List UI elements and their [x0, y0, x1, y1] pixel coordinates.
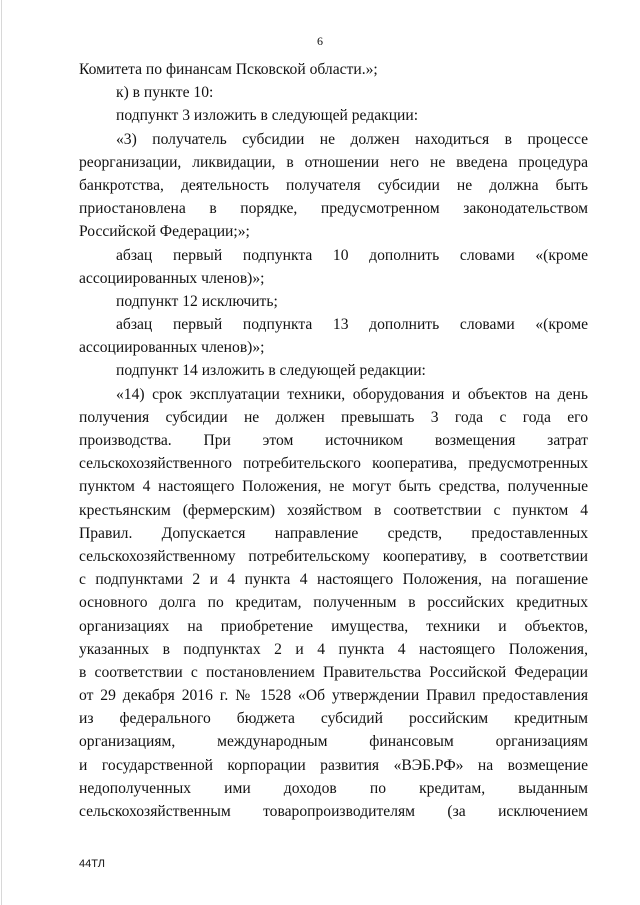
- text-line: пунктом 4 настоящего Положения, не могут быть средства, полученные: [79, 478, 588, 496]
- scan-edge-line: [1, 0, 2, 905]
- text-line: абзац первый подпункта 10 дополнить словами «(кроме: [116, 246, 588, 264]
- text-line: «14) срок эксплуатации техники, оборудования и объектов на день: [116, 385, 588, 403]
- text-line: сельскохозяйственным товаропроизводителям (за исключением: [79, 803, 588, 820]
- text-line: «3) получатель субсидии не должен находиться в процессе: [116, 130, 588, 148]
- text-line: Правил. Допускается направление средств, предоставленных: [79, 524, 588, 542]
- text-line: приостановлена в порядке, предусмотренном законодательством: [79, 200, 588, 218]
- text-line: Российской Федерации;»;: [79, 223, 250, 241]
- text-line: подпункт 12 исключить;: [116, 292, 278, 310]
- page-number: 6: [317, 34, 323, 48]
- text-line: получения субсидии не должен превышать 3 года с года его: [79, 408, 588, 426]
- text-line: и государственной корпорации развития «ВЭБ.РФ» на возмещение: [79, 756, 588, 774]
- text-line: к) в пункте 10:: [116, 84, 214, 102]
- text-line: с подпунктами 2 и 4 пункта 4 настоящего Положения, на погашение: [79, 571, 588, 589]
- text-line: организациях на приобретение имущества, техники и объектов,: [79, 617, 588, 635]
- text-line: сельскохозяйственного потребительского кооператива, предусмотренных: [79, 455, 588, 473]
- text-line: ассоциированных членов)»;: [79, 269, 265, 287]
- text-line: подпункт 14 изложить в следующей редакции:: [116, 362, 426, 380]
- text-line: основного долга по кредитам, полученным в российских кредитных: [79, 594, 588, 612]
- text-line: из федерального бюджета субсидий российским кредитным: [79, 710, 588, 728]
- text-line: производства. При этом источником возмещения затрат: [79, 432, 588, 449]
- text-line: в соответствии с постановлением Правительства Российской Федерации: [79, 663, 588, 681]
- text-line: указанных в подпунктах 2 и 4 пункта 4 настоящего Положения,: [79, 640, 588, 658]
- text-line: реорганизации, ликвидации, в отношении него не введена процедура: [79, 153, 588, 171]
- text-line: подпункт 3 изложить в следующей редакции:: [116, 107, 419, 125]
- footer-document-code: 44ТЛ: [79, 858, 105, 870]
- text-line: абзац первый подпункта 13 дополнить словами «(кроме: [116, 316, 588, 334]
- text-line: сельскохозяйственному потребительскому кооперативу, в соответствии: [79, 547, 588, 565]
- text-line: крестьянским (фермерским) хозяйством в соответствии с пунктом 4: [79, 501, 588, 519]
- text-line: банкротства, деятельность получателя субсидии не должна быть: [79, 176, 588, 194]
- text-line: Комитета по финансам Псковской области.»;: [79, 61, 378, 78]
- text-line: от 29 декабря 2016 г. № 1528 «Об утверждении Правил предоставления: [79, 687, 588, 705]
- document-body: [79, 58, 588, 823]
- text-line: организациям, международным финансовым организациям: [79, 733, 588, 751]
- text-line: недополученных ими доходов по кредитам, выданным: [79, 779, 588, 797]
- text-line: ассоциированных членов)»;: [79, 339, 265, 357]
